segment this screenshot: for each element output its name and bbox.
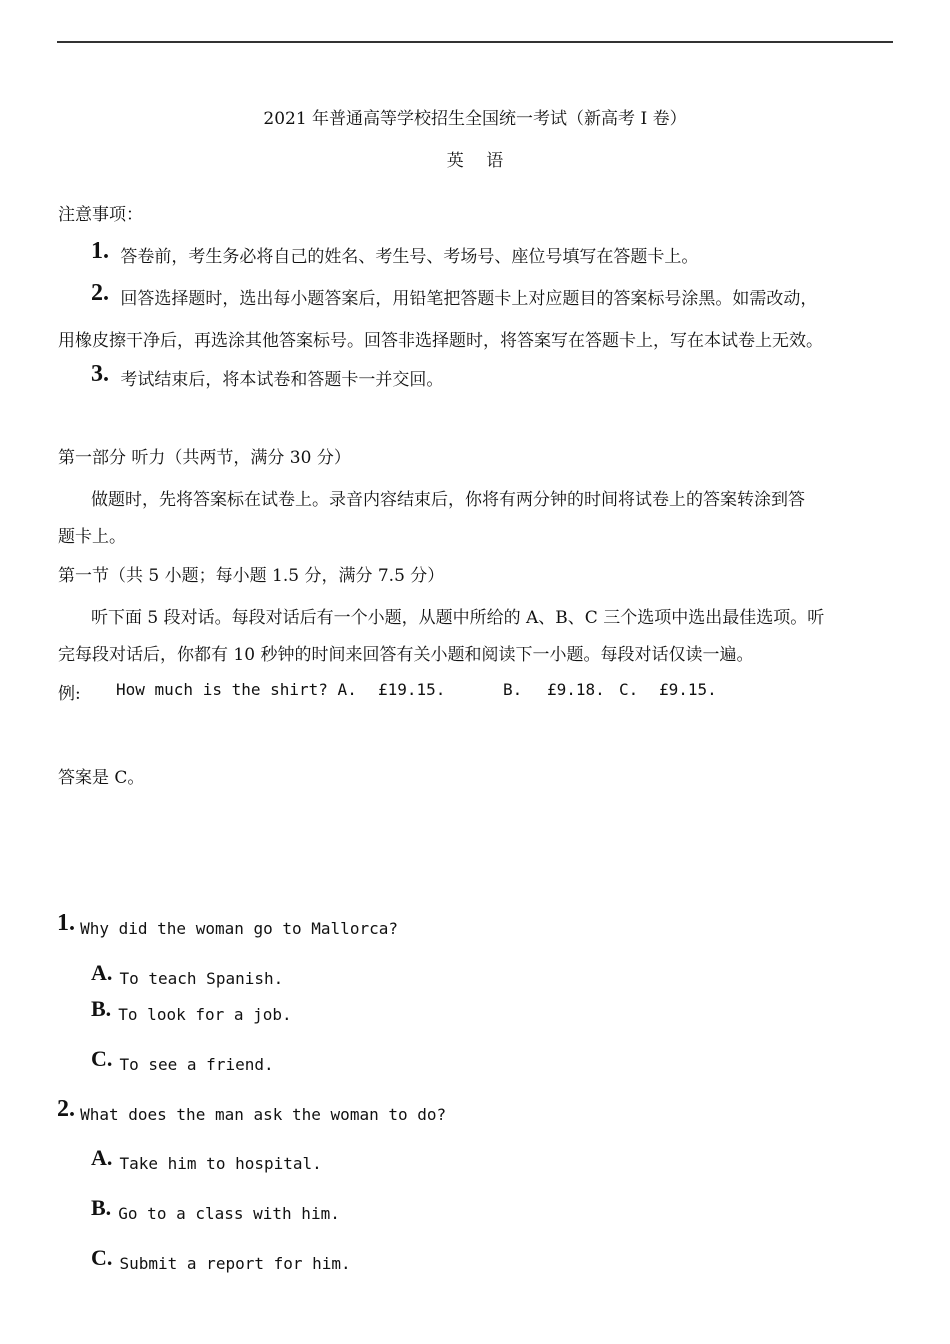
option-text: Go to a class with him. [118, 1204, 340, 1223]
example-label: 例: [58, 684, 81, 704]
option-text: To teach Spanish. [119, 969, 284, 988]
example-option-c: £9.15. [659, 680, 717, 699]
header-rule [57, 41, 893, 43]
option-label: C. [91, 1245, 113, 1270]
option-label: C. [91, 1046, 113, 1071]
option-text: Take him to hospital. [119, 1154, 322, 1173]
option-label: A. [91, 960, 113, 985]
notice-item-text: 回答选择题时，选出每小题答案后，用铅笔把答题卡上对应题目的答案标号涂黑。如需改动， [120, 289, 818, 309]
notice-item-text: 答卷前，考生务必将自己的姓名、考生号、考场号、座位号填写在答题卡上。 [120, 247, 699, 267]
notice-item-number: 1. [91, 238, 109, 264]
option-text: To see a friend. [119, 1055, 274, 1074]
notice-item-3 [91, 361, 443, 390]
question-text: What does the man ask the woman to do? [80, 1105, 447, 1124]
example-option-a: £19.15. [378, 680, 446, 699]
notice-item-number: 2. [91, 280, 109, 306]
notice-item-text: 考试结束后，将本试卷和答题卡一并交回。 [120, 370, 444, 390]
option-label: A. [91, 1145, 113, 1170]
section1-instruction-continued: 完每段对话后，你都有 10 秒钟的时间来回答有关小题和阅读下一小题。每段对话仅读一遍。 [58, 645, 754, 665]
part1-heading: 第一部分 听力（共两节，满分 30 分） [58, 448, 351, 468]
example-answer: 答案是 C。 [58, 768, 145, 788]
question-number: 1. [57, 910, 75, 936]
notice-item-2-continued: 用橡皮擦干净后，再选涂其他答案标号。回答非选择题时，将答案写在答题卡上，写在本试卷上无效。 [58, 331, 823, 351]
part1-instruction-continued: 题卡上。 [58, 527, 126, 547]
question-1-option-a [91, 960, 283, 988]
option-label: B. [91, 1195, 112, 1220]
question-2-option-a [91, 1145, 322, 1173]
part1-instruction: 做题时，先将答案标在试卷上。录音内容结束后，你将有两分钟的时间将试卷上的答案转涂到答 [91, 490, 805, 510]
notice-item-2 [91, 280, 817, 309]
option-label: B. [91, 996, 112, 1021]
example-option-b-label: B. [503, 680, 523, 699]
subject-title: 英 语 [446, 151, 504, 171]
section1-heading: 第一节（共 5 小题；每小题 1.5 分，满分 7.5 分） [58, 566, 445, 586]
notice-heading: 注意事项： [58, 205, 143, 225]
notice-item-1 [91, 238, 698, 267]
question-1-option-c [91, 1046, 274, 1074]
question-2-option-c [91, 1245, 351, 1273]
option-text: Submit a report for him. [119, 1254, 351, 1273]
question-2-option-b [91, 1195, 340, 1223]
question-1-option-b [91, 996, 292, 1024]
question-2 [57, 1096, 446, 1124]
example-option-c-label: C. [619, 680, 639, 699]
section1-instruction: 听下面 5 段对话。每段对话后有一个小题，从题中所给的 A、B、C 三个选项中选出最佳选项。听 [91, 608, 825, 628]
example-option-b: £9.18. [547, 680, 605, 699]
exam-title: 2021 年普通高等学校招生全国统一考试（新高考 I 卷） [263, 109, 687, 129]
question-1 [57, 910, 398, 938]
option-text: To look for a job. [118, 1005, 292, 1024]
notice-item-number: 3. [91, 361, 109, 387]
question-text: Why did the woman go to Mallorca? [80, 919, 398, 938]
question-number: 2. [57, 1096, 75, 1122]
example-question: How much is the shirt? A. [116, 680, 357, 699]
